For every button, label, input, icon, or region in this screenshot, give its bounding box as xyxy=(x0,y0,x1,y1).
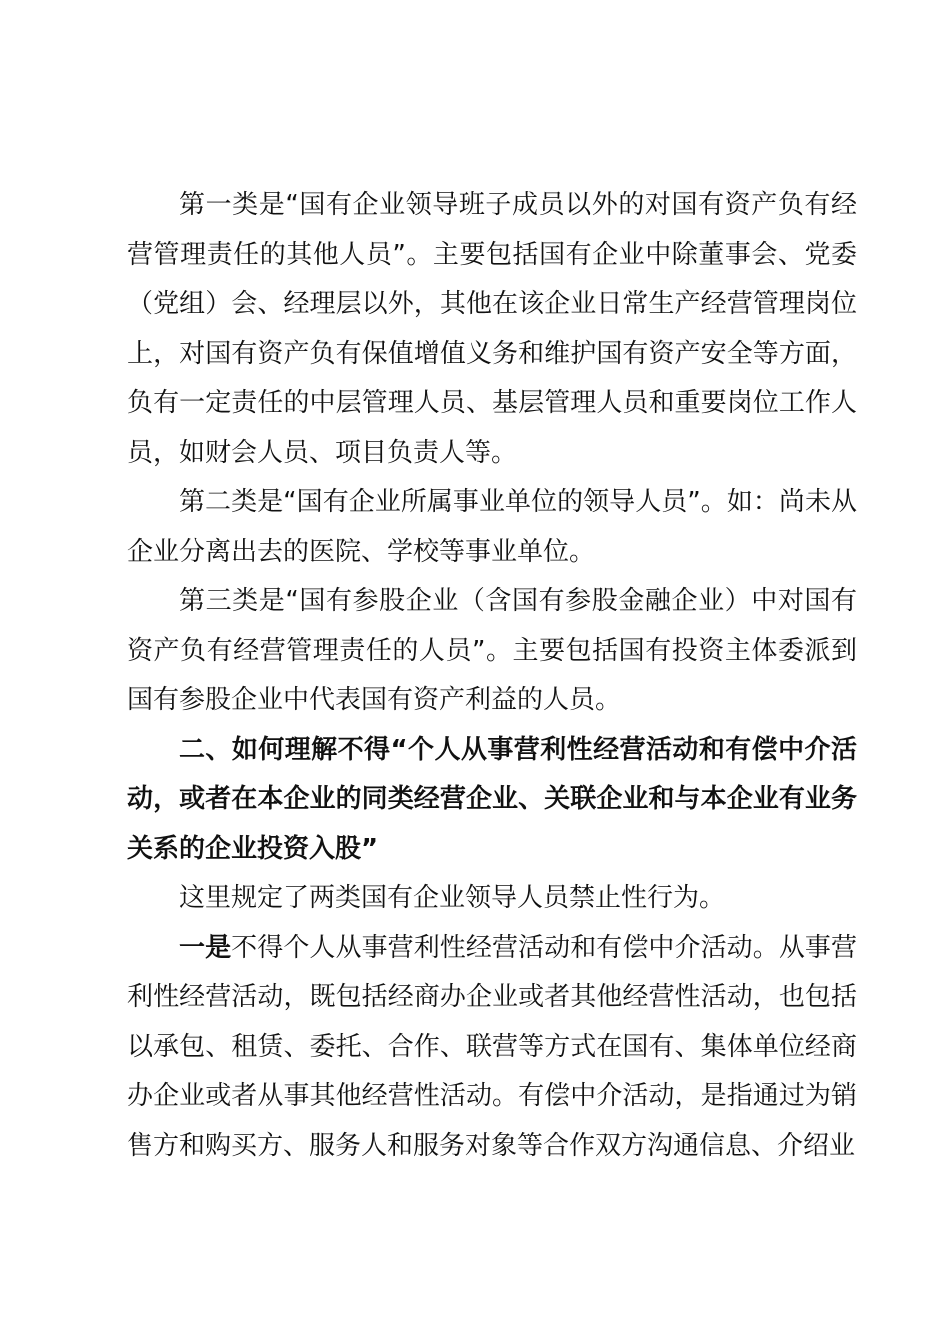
item-one-lead: 一是 xyxy=(179,932,232,963)
paragraph-category-two: 第二类是“国有企业所属事业单位的领导人员”。如：尚未从企业分离出去的医院、学校等事业单位。 xyxy=(127,487,857,567)
paragraph-category-one: 第一类是“国有企业领导班子成员以外的对国有资产负有经营管理责任的其他人员”。主要包括国有企业中除董事会、党委（党组）会、经理层以外，其他在该企业日常生产经营管理岗位上，对国有资产负有保值增值义务和维护国有资产安全等方面，负有一定责任的中层管理人员、基层管理人员和重要岗位工作人员，如财会人员、项目负责人等。 xyxy=(127,190,857,468)
item-one-text: 不得个人从事营利性经营活动和有偿中介活动。从事营利性经营活动，既包括经商办企业或者其他经营性活动，也包括以承包、租赁、委托、合作、联营等方式在国有、集体单位经商办企业或者从事其他经营性活动。有偿中介活动，是指通过为销售方和购买方、服务人和服务对象等合作双方沟通信息、介绍业 xyxy=(127,932,857,1161)
paragraph-item-one xyxy=(127,924,857,1172)
document-body xyxy=(127,181,857,1171)
section-heading-two: 二、如何理解不得“个人从事营利性经营活动和有偿中介活动，或者在本企业的同类经营企业、关联企业和与本企业有业务关系的企业投资入股” xyxy=(127,734,857,864)
paragraph-category-three: 第三类是“国有参股企业（含国有参股金融企业）中对国有资产负有经营管理责任的人员”。主要包括国有投资主体委派到国有参股企业中代表国有资产利益的人员。 xyxy=(127,586,857,715)
paragraph-intro-prohibited-acts: 这里规定了两类国有企业领导人员禁止性行为。 xyxy=(179,883,726,913)
